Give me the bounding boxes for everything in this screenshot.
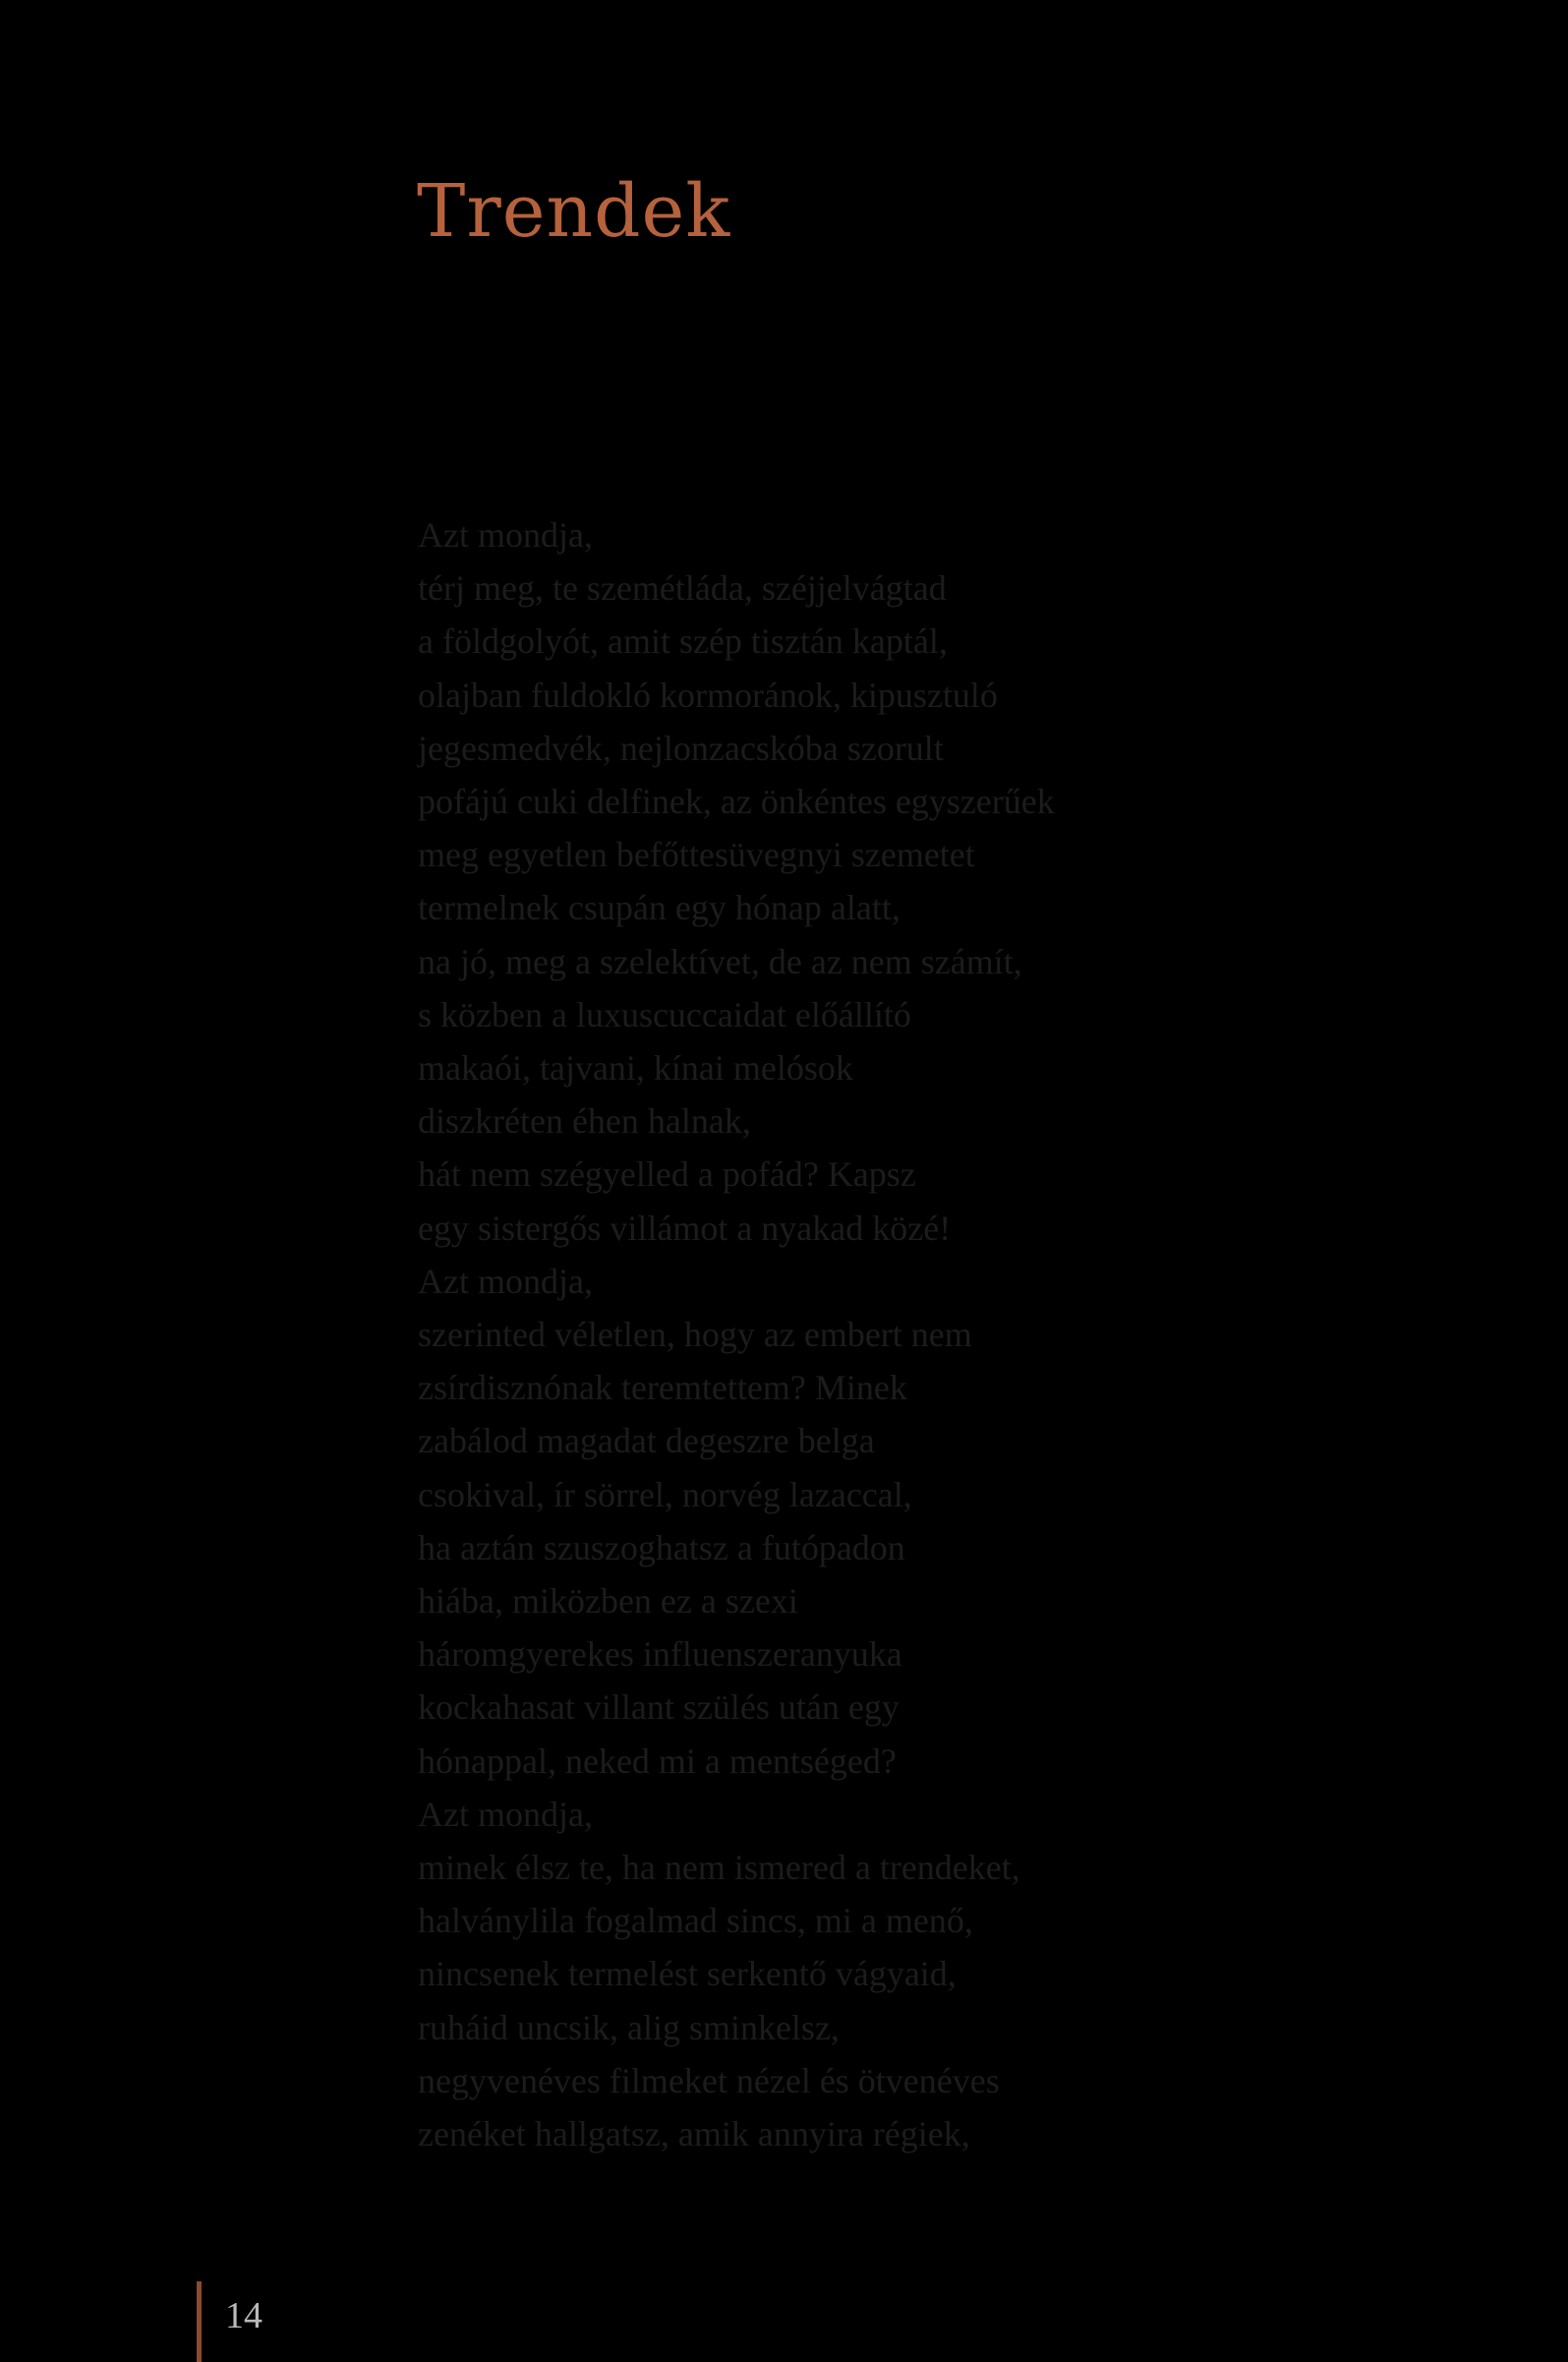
poem-line: jegesmedvék, nejlonzacskóba szorult: [418, 728, 944, 768]
poem-line: ruháid uncsik, alig sminkelsz,: [418, 2007, 840, 2047]
poem-line: halványlila fogalmad sincs, mi a menő,: [418, 1901, 973, 1941]
poem-line: Azt mondja,: [418, 515, 593, 555]
poem-line: na jó, meg a szelektívet, de az nem számít,: [418, 941, 1022, 981]
poem-line: makaói, tajvani, kínai melósok: [418, 1048, 853, 1089]
poem-line: meg egyetlen befőttesüvegnyi szemetet: [418, 835, 975, 875]
poem-line: szerinted véletlen, hogy az embert nem: [418, 1315, 972, 1355]
poem-line: csokival, ír sörrel, norvég lazaccal,: [418, 1474, 912, 1514]
poem-line: kockahasat villant szülés után egy: [418, 1687, 900, 1728]
page-number-rule: [197, 2281, 202, 2362]
poem-line: s közben a luxuscuccaidat előállító: [418, 994, 911, 1034]
poem-line: zabálod magadat degeszre belga: [418, 1421, 875, 1461]
poem-line: Azt mondja,: [418, 1261, 593, 1301]
page-number: 14: [225, 2295, 262, 2336]
poem-line: ha aztán szuszoghatsz a futópadon: [418, 1527, 905, 1567]
poem-line: hónappal, neked mi a mentséged?: [418, 1741, 897, 1781]
poem-line: hát nem szégyelled a pofád? Kapsz: [418, 1154, 916, 1195]
poem-line: minek élsz te, ha nem ismered a trendeket,: [418, 1848, 1020, 1888]
poem-line: negyvenéves filmeket nézel és ötvenéves: [418, 2060, 1000, 2100]
poem-line: térj meg, te szemétláda, széjjelvágtad: [418, 568, 947, 609]
poem-line: pofájú cuki delfinek, az önkéntes egyszerűek: [418, 782, 1055, 822]
poem-line: egy sistergős villámot a nyakad közé!: [418, 1208, 952, 1248]
poem-line: olajban fuldokló kormoránok, kipusztuló: [418, 675, 998, 715]
poem-title: Trendek: [417, 169, 731, 254]
poem-line: nincsenek termelést serkentő vágyaid,: [418, 1954, 957, 1994]
poem-body: [418, 508, 1401, 2160]
poem-line: háromgyerekes influenszeranyuka: [418, 1634, 902, 1675]
poem-line: diszkréten éhen halnak,: [418, 1101, 751, 1142]
poem-line: hiába, miközben ez a szexi: [418, 1581, 798, 1622]
poem-line: zenéket hallgatsz, amik annyira régiek,: [418, 2114, 970, 2155]
poem-line: Azt mondja,: [418, 1794, 593, 1834]
poem-line: termelnek csupán egy hónap alatt,: [418, 888, 900, 928]
poem-line: zsírdisznónak teremtettem? Minek: [418, 1368, 907, 1408]
poem-line: a földgolyót, amit szép tisztán kaptál,: [418, 621, 948, 662]
